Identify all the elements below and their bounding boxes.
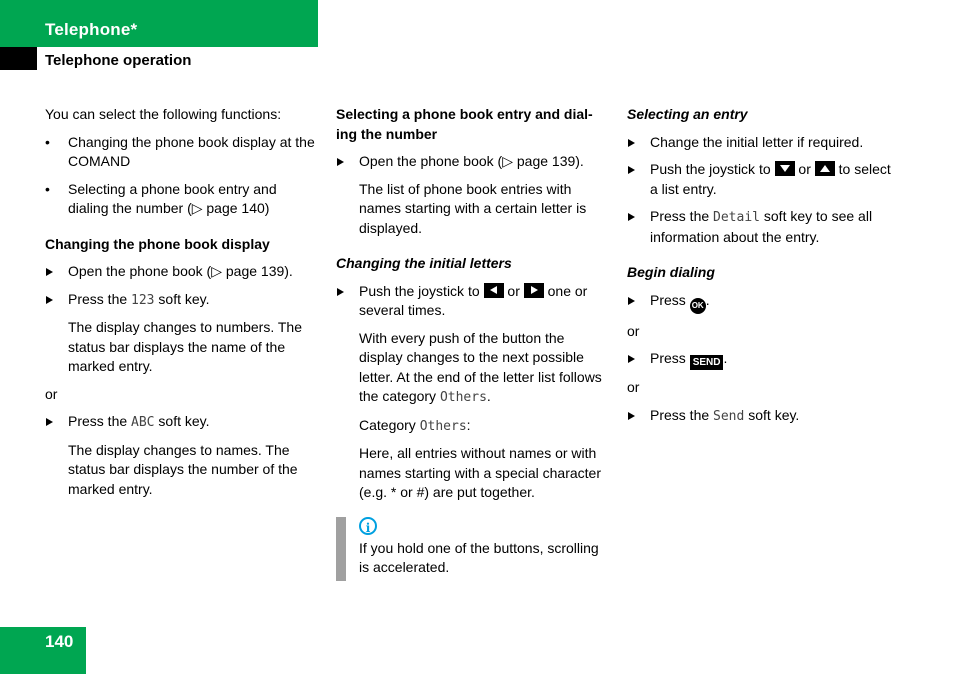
section-title: Telephone operation	[45, 52, 192, 69]
step-text: Push the joystick to	[650, 161, 775, 177]
chapter-title: Telephone*	[45, 20, 138, 39]
step-text: Press the	[650, 406, 714, 423]
step-text: Press the	[68, 290, 132, 307]
step-note: The list of phone book entries with names starting with a certain letter is displayed.	[359, 180, 587, 236]
step-arrow-icon	[628, 166, 635, 174]
step-item	[336, 282, 608, 321]
send-button-icon: SEND	[690, 355, 724, 370]
step-text: Press	[650, 350, 690, 366]
step-arrow-icon	[46, 418, 53, 426]
section-heading: Selecting a phone book entry and dial-ing the number	[336, 106, 593, 142]
softkey-label: Detail	[713, 210, 760, 225]
joystick-down-icon	[775, 161, 795, 176]
step-text: soft key.	[154, 413, 210, 429]
or-text: or	[627, 379, 640, 395]
softkey-label: 123	[131, 292, 155, 308]
category-line	[336, 416, 608, 437]
step-item	[627, 291, 902, 314]
step-text: Press the	[650, 208, 714, 224]
info-icon: i	[359, 517, 377, 535]
step-item	[45, 262, 315, 282]
subheading: Selecting an entry	[627, 106, 748, 122]
joystick-right-icon	[524, 283, 544, 298]
step-note: The display changes to names. The status bar displays the number of the marked entry.	[68, 441, 298, 497]
step-text: Open the phone book (▷ page 139).	[359, 153, 584, 169]
category-label: Others	[439, 390, 487, 405]
category-label: Others	[419, 418, 467, 434]
step-item	[45, 290, 315, 311]
column-2	[336, 105, 608, 578]
step-arrow-icon	[46, 296, 53, 304]
step-note: The display changes to numbers. The status bar displays the name of the marked entry.	[68, 319, 302, 374]
step-arrow-icon	[46, 268, 53, 276]
step-text: to select a list entry.	[650, 161, 891, 197]
section-marker	[0, 47, 37, 70]
section-heading: Changing the phone book display	[45, 235, 270, 252]
step-arrow-icon	[628, 412, 635, 420]
subheading: Changing the initial letters	[336, 255, 512, 271]
step-text: Change the initial letter if required.	[650, 133, 864, 150]
category-note: Here, all entries without names or with names starting with a special character (e.g. * or #) are put together.	[359, 445, 601, 500]
note-text: .	[486, 388, 491, 404]
or-text: or	[627, 322, 640, 339]
step-note	[336, 329, 608, 408]
step-item	[627, 133, 902, 153]
joystick-left-icon	[484, 283, 504, 298]
category-text: :	[466, 416, 471, 433]
step-arrow-icon	[628, 139, 635, 147]
step-text: Press	[650, 291, 690, 308]
step-arrow-icon	[628, 355, 635, 363]
step-text: or	[503, 282, 524, 299]
step-item	[627, 207, 902, 247]
step-arrow-icon	[628, 297, 635, 305]
bullet-item: • Changing the phone book display at the COMAND	[45, 133, 315, 172]
step-item	[627, 160, 902, 199]
step-text: Open the phone book (▷ page 139).	[68, 263, 293, 279]
step-text: .	[705, 291, 710, 308]
step-text: Push the joystick to	[359, 282, 484, 299]
step-item	[627, 406, 902, 427]
info-note	[336, 517, 608, 578]
step-arrow-icon	[337, 288, 344, 296]
bullet-item: • Selecting a phone book entry and dialing the number (▷ page 140)	[45, 180, 315, 219]
note-text: With every push of the button the display changes to the next possible letter. At the end of the letter list follows the category	[359, 329, 602, 404]
step-item	[45, 412, 315, 433]
step-text: one or several times.	[359, 282, 588, 318]
info-text: If you hold one of the buttons, scrolling is accelerated.	[359, 539, 599, 575]
page-number: 140	[45, 632, 74, 651]
step-text: soft key to see all information about the entry.	[650, 208, 873, 245]
softkey-label: Send	[713, 408, 745, 424]
step-text: soft key.	[744, 406, 800, 423]
or-text: or	[45, 385, 58, 402]
column-1	[45, 105, 315, 507]
step-text: .	[723, 350, 728, 366]
softkey-label: ABC	[131, 415, 155, 430]
step-item	[627, 349, 902, 370]
note-bar	[336, 517, 346, 581]
intro-text: You can select the following functions:	[45, 106, 282, 122]
step-arrow-icon	[628, 213, 635, 221]
step-arrow-icon	[337, 158, 344, 166]
step-text: soft key.	[154, 290, 210, 307]
joystick-up-icon	[815, 161, 835, 176]
step-text: or	[794, 161, 815, 177]
step-item	[336, 152, 608, 172]
column-3	[627, 105, 902, 434]
step-text: Press the	[68, 413, 132, 429]
subheading: Begin dialing	[627, 264, 715, 280]
category-text: Category	[359, 416, 420, 433]
ok-button-icon: OK	[690, 298, 706, 314]
